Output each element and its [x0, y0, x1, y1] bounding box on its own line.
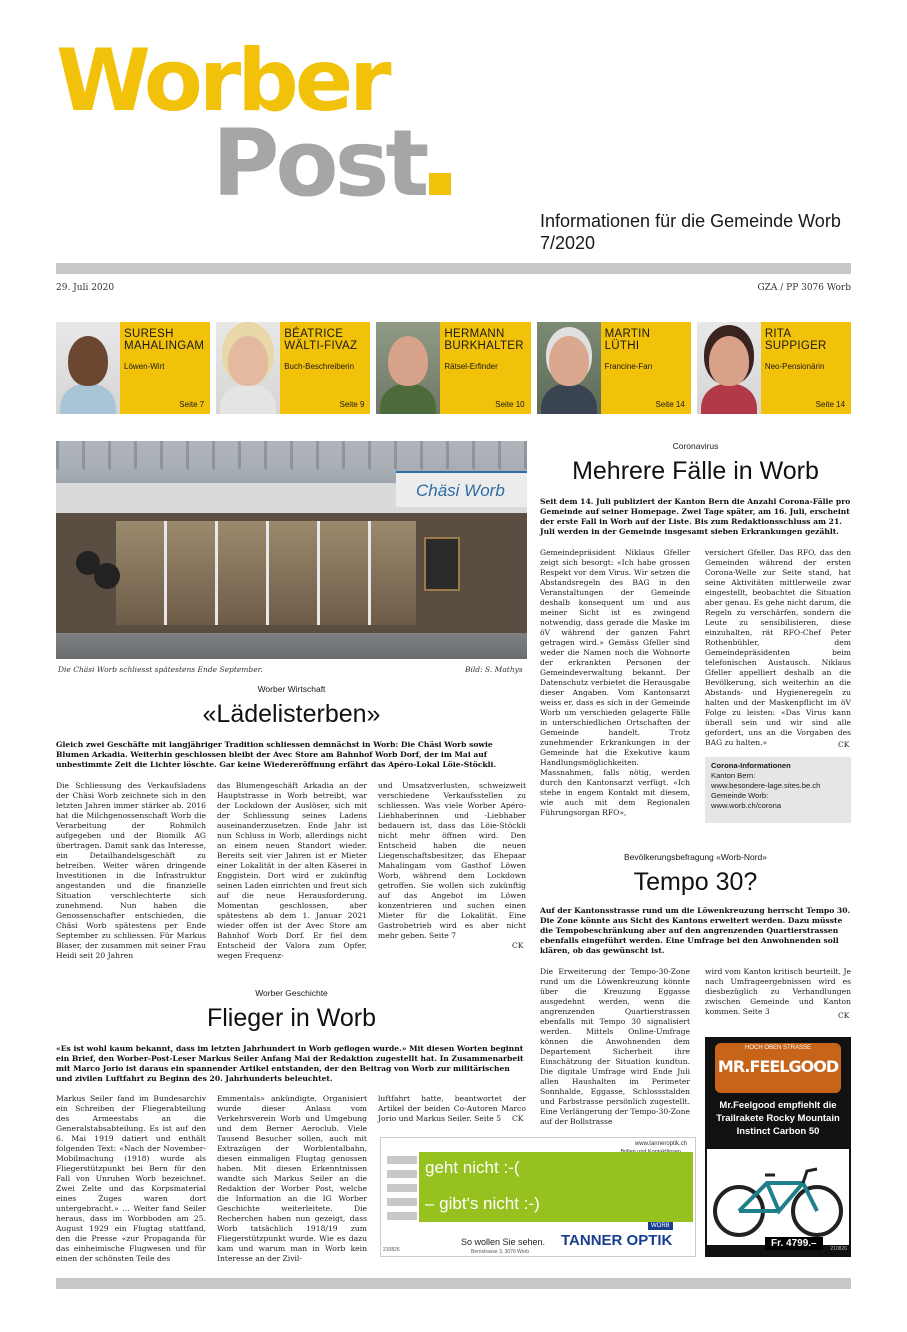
- shop-sign: Chäsi Worb: [416, 481, 505, 500]
- article-headline[interactable]: Tempo 30?: [633, 868, 758, 896]
- bottom-divider-bar: [56, 1278, 851, 1289]
- tagline-text: Informationen für die Gemeinde Worb: [540, 211, 841, 231]
- teaser-card[interactable]: [697, 322, 851, 414]
- article-headline[interactable]: Flieger in Worb: [206, 1004, 377, 1032]
- teaser-role: Buch-Beschreiberin: [284, 362, 355, 371]
- infobox-link[interactable]: www.besondere-lage.sites.be.ch: [711, 781, 821, 790]
- teaser-card[interactable]: [56, 322, 210, 414]
- teaser-name: MARTIN LÜTHI: [604, 328, 651, 352]
- article-body-col: versichert Gfeller. Das RFO, das den Gemeinden während der ersten Corona-Welle zur Seite stand, hat seine Aktivitäten mittlerweile zwar eingestellt, beobachtet die Situation aber genau. Es gehe nicht darum, die Regeln zu verschärfen, sondern die Leute zu sensibilisieren, diese einzuhalten, rät RFO-Chef Peter Rothenbühler, dem Gemeindepräsidenten beim telefonischen Austausch. Niklaus Gfeller appelliert deshalb an die Bevölkerung, sich weiterhin an die Abstands- und Hygieneregeln zu halten und der Maskenpflicht im öV Folge zu leisten: «Das Virus kann überall sein und wir sind alle gefordert, uns an die Vorgaben des BAG zu halten.»: [705, 548, 851, 747]
- article-kicker: Coronavirus: [672, 441, 719, 451]
- article-signature: CK: [838, 740, 850, 749]
- article-lead: Gleich zwei Geschäfte mit langjähriger Tradition schliessen demnächst in Worb: Die Chäsi Worb sowie Blumen Arkadia. Weiterhin geschlossen bleibt der Avec Store am Bahnhof Worb Dorf, der im Mai auf unbestimmte Zeit die Lichter löschte. Gar keine Wiedereröffnung erfährt das Apéro-Lokal Löie-Stöckli.: [56, 740, 497, 769]
- article-headline[interactable]: Mehrere Fälle in Worb: [572, 457, 819, 485]
- article-body-col: Die Erweiterung der Tempo-30-Zone rund um die Löwenkreuzung könnte über die Kreuzung Eggasse ausgedehnt werden, wenn die angrenzenden Quartierstrassen ebenfalls mit Tempo 30 signalisiert werden. Mittels Online-Umfrage können die Anwohnenden dem Departement Sicherheit ihre Einschätzung der Situation kundtun. Die digitale Umfrage wird Ende Juli allen Haushalten im Perimeter Sonnhalde, Eggasse, Schlossstalden und Farbstrasse persönlich zugestellt. Eine Verlängerung der Tempo-30-Zone auf der Bollstrasse: [540, 967, 690, 1126]
- teaser-role: Löwen-Wirt: [124, 362, 165, 371]
- portrait-photo: [216, 322, 280, 414]
- ad-price: Fr. 4799.–: [765, 1237, 823, 1250]
- portrait-photo: [537, 322, 601, 414]
- teaser-row: [56, 322, 851, 414]
- bike-photo: [707, 1149, 849, 1245]
- article-signature: CK: [512, 1114, 524, 1123]
- teaser-page: Seite 14: [655, 400, 685, 409]
- ad-eye-chart: [387, 1156, 417, 1220]
- corona-info-box: [705, 757, 851, 823]
- ad-code: 210826: [830, 1246, 847, 1252]
- photo-caption: Die Chäsi Worb schliesst spätestens Ende September.: [58, 665, 263, 674]
- article-lead: Seit dem 14. Juli publiziert der Kanton Bern die Anzahl Corona-Fälle pro Gemeinde auf seiner Homepage. Zwei Tage später, am 16. Juli, erscheint der erste Fall in Worb auf der Liste. Bis zum Redaktionsschluss am 21. Juli werden in der Gemeinde insgesamt sieben Erkrankungen gezählt.: [540, 497, 851, 536]
- article-body-col: Gemeindepräsident Niklaus Gfeller zeigt sich besorgt: «Ich habe grossen Respekt vor dem Virus. Wir setzen die Abstandsregeln des BAG in den Veranstaltungen der Gemeinde deshalb konsequent um und aus meiner Sicht ist es zwingend notwendig, dass gerade die Maske im öV während der ganzen Fahrt getragen wird.» Gemäss Gfeller sind weder die Namen noch die Wohnorte der erkrankten Personen der Gemeindeverwaltung bekannt. Der Datenschutz verbietet die Herausgabe dieser Angaben. Vom Kantonsarzt weiss er, dass es sich in der Gemeinde Worb um verschieden gelagerte Fälle in unterschiedlichen Ortschaften der Gemeinde handelt. Trotz zunehmender Erkrankungen in der Gemeinde hat die Exekutive kaum Handlungsmöglichkeiten. Massnahmen, falls nötig, werden durch den Kantonsarzt verfügt. «Ich stehe in engem Kontakt mit diesem, wie auch mit dem Regionalen Führungsorgan RFO»,: [540, 548, 690, 817]
- teaser-name: SURESH MAHALINGAM: [124, 328, 205, 352]
- ad-text: Mr.Feelgood empfiehlt die Trailrakete Rocky Mountain Instinct Carbon 50: [716, 1100, 840, 1137]
- article-headline[interactable]: «Lädelisterben»: [202, 700, 381, 728]
- portrait-photo: [376, 322, 440, 414]
- article-kicker: Bevölkerungsbefragung «Worb-Nord»: [623, 852, 767, 862]
- top-divider-bar: [56, 263, 851, 274]
- masthead-dot: [429, 173, 451, 195]
- ad-code: 210826: [383, 1247, 400, 1253]
- teaser-card[interactable]: [216, 322, 370, 414]
- portrait-photo: [56, 322, 120, 414]
- ad-logo: MR.FEELGOOD: [717, 1057, 839, 1076]
- masthead-worber: Worber: [56, 31, 388, 131]
- teaser-role: Rätsel-Erfinder: [444, 362, 498, 371]
- article-body-col: das Blumengeschäft Arkadia an der Hauptstrasse in Worb betreibt, war der Lockdown der Auslöser, sich mit der Schliessung seines Ladens auseinanderzusetzen. Ende Jahr ist nun Schluss in Worb, allerdings nicht an einem neuen Standort wieder. Bereits seit vier Jahren ist er Mieter einer Lokalität in der alten Käserei in Enggistein. Dort wird er zukünftig seinen Laden einrichten und freut sich auf die neue Herausforderung. Momentan geschlossen, aber spätestens ab dem 1. Januar 2021 wieder offen ist der Avec Store am Bahnhof Worb Dorf. Er fiel dem Entscheid der Valora zum Opfer, wegen Frequenz-: [217, 781, 367, 960]
- article-lead: «Es ist wohl kaum bekannt, dass im letzten Jahrhundert in Worb geflogen wurde.» Mit diesen Worten beginnt ein Brief, den Worber-Post-Leser Markus Seiler Anfang Mai der Redaktion zugestellt hat. In Zusammenarbeit mit Marco Jorio ist daraus ein spannender Artikel entstanden, der den Beitrag von Worb zur militärischen und zivilen Luftfahrt zu Beginn des 20. Jahrhunderts beleuchtet.: [56, 1044, 524, 1083]
- teaser-page: Seite 14: [815, 400, 846, 409]
- article-body-col: Emmentals» ankündigte. Organisiert wurde dieser Anlass vom Verkehrsverein Worb und Umgebung und dem Berner Aeroclub. Viele Tausend Besucher sollen, auch mit Extrazügen der Worblentalbahn, diesen einmaligen Flugtag genossen haben. Mit diesen Erkenntnissen wandte sich Markus Seiler an die Redaktion der Worber Post, welche die Information an die IG Worber Geschichte weiterleitete. Die Recherchen haben nun gezeigt, dass Worb tatsächlich 1918/19 zum Fliegerstützpunkt wurde. Wie es dazu kam und warum man in Worb kein Interesse an der Zivil-: [217, 1094, 367, 1263]
- issue-date: 29. Juli 2020: [56, 283, 115, 293]
- masthead-post: [212, 110, 451, 217]
- teaser-role: Francine-Fan: [604, 362, 653, 371]
- ad-mr-feelgood[interactable]: [705, 1037, 851, 1257]
- teaser-role: Neo-Pensionärin: [764, 362, 825, 371]
- ad-url[interactable]: www.tanneroptik.ch: [634, 1141, 687, 1147]
- postal-code: GZA / PP 3076 Worb: [757, 283, 851, 293]
- teaser-page: Seite 7: [179, 400, 205, 409]
- article-kicker: Worber Geschichte: [255, 988, 328, 998]
- infobox-link[interactable]: www.worb.ch/corona: [711, 801, 782, 810]
- article-body-col: Die Schliessung des Verkaufsladens der Chäsi Worb zeichnete sich in den letzten Jahren immer stärker ab. 2016 hat die Milchgenossenschaft Worb die Verarbeitung der Rohmilch aufgegeben und der Biomilk AG übertragen. Damit sank das Interesse, ein Detailhandelsgeschäft zu betreiben. Weiter wären dringende Investitionen in die Infrastruktur angestanden und die finanzielle Situation verschlechterte sich zunehmend. Nun haben die Genossenschafter entschieden, die Chäsi Worb spätestens per Ende September zu schliessen. Für Markus Blaser, der zusammen mit seiner Frau Heidi seit 20 Jahren: [56, 781, 206, 960]
- teaser-card[interactable]: [376, 322, 530, 414]
- article-kicker: Worber Wirtschaft: [257, 684, 326, 694]
- ad-slogan: So wollen Sie sehen.: [461, 1237, 546, 1247]
- article-body-col: und Umsatzverlusten, schweizweit verschiedene Verkaufsstellen zu schliessen. Was viele Worber Apéro-Liebhaberinnen und -Liebhaber bedauern ist, dass das Löie-Stöckli nicht mehr öffnen wird. Den Entscheid haben die neuen Liegenschaftsbesitzer, das Ehepaar Mahalingam vom Gasthof Löwen Worb, während dem Lockdown getroffen. Sie wollen sich zukünftig auf das Angebot im Löwen konzentrieren und suchen einen Mieter für die Lokalität. Eine Gastrobetrieb wird es aber nicht mehr geben. Seite 7: [378, 781, 526, 940]
- photo-credit: Bild: S. Mathys: [465, 665, 523, 674]
- infobox-line: Kanton Bern:: [711, 771, 756, 780]
- article-body-col: Markus Seiler fand im Bundesarchiv ein Schreiben der Fliegerabteilung des Armeestabs an die Generalstabsabteilung. Es ist auf den 6. Mai 1919 datiert und enthält folgenden Text: «Nach der November-Mobilmachung (1918) wurde als Fliegerstützpunkt bei Bern für den Fall von Unruhen Worb bezeichnet. Zwei Zelte und das Korpsmaterial eines Zuges waren dort untergebracht.» … Weiter fand Seiler heraus, dass im Worbboden am 25. August 1929 ein Flugtag stattfand, den die Presse «zur Propaganda für das einheimische Flugwesen und für einen der schönsten Teile des: [56, 1094, 206, 1263]
- ad-badge: WORB: [648, 1222, 673, 1230]
- ad-address: Bernstrasse 3, 3076 Worb: [471, 1249, 529, 1255]
- article-lead: Auf der Kantonsstrasse rund um die Löwenkreuzung herrscht Tempo 30. Die Zone könnte aus Sicht des Kantons erweitert werden. Dazu müsste die Tempobeschränkung aber auf den angrenzenden Quartierstrassen ebenfalls eingeführt werden. Eine Umfrage bei den Anwohnenden soll klären, ob das gewünscht ist.: [540, 906, 851, 955]
- ad-tanner-optik[interactable]: [380, 1137, 696, 1257]
- infobox-line: Gemeinde Worb:: [711, 791, 769, 800]
- teaser-page: Seite 9: [339, 400, 365, 409]
- article-signature: CK: [512, 941, 524, 950]
- ad-headline-2: – gibt's nicht :-): [425, 1194, 540, 1213]
- teaser-name: BÉATRICE WÄLTI-FIVAZ: [284, 328, 358, 352]
- shop-front-photo: [56, 441, 527, 659]
- article-body-col: luftfahrt hatte, beantwortet der Artikel der beiden Co-Autoren Marco Jorio und Markus Seiler. Seite 5: [378, 1094, 526, 1123]
- teaser-card[interactable]: [537, 322, 691, 414]
- masthead-post-text: Post: [212, 110, 426, 217]
- ad-logo-top: HOCH OBEN STRASSE: [744, 1045, 811, 1051]
- masthead-tagline: [540, 210, 860, 254]
- portrait-photo: [697, 322, 761, 414]
- teaser-page: Seite 10: [495, 400, 525, 409]
- article-signature: CK: [838, 1011, 850, 1020]
- bike-icon: [707, 1149, 849, 1245]
- infobox-title: Corona-Informationen: [711, 761, 791, 770]
- article-body-col: wird vom Kanton kritisch beurteilt. Je nach Umfrageergebnissen wird es diesbezüglich zu Verhandlungen zwischen Gemeinde und Kanton kommen. Seite 3: [705, 967, 851, 1016]
- teaser-name: RITA SUPPIGER: [764, 328, 827, 352]
- ad-brand: TANNER OPTIK: [561, 1232, 673, 1249]
- teaser-name: HERMANN BURKHALTER: [444, 328, 524, 352]
- ad-headline-1: geht nicht :-(: [425, 1158, 520, 1177]
- issue-number: 7/2020: [540, 233, 596, 253]
